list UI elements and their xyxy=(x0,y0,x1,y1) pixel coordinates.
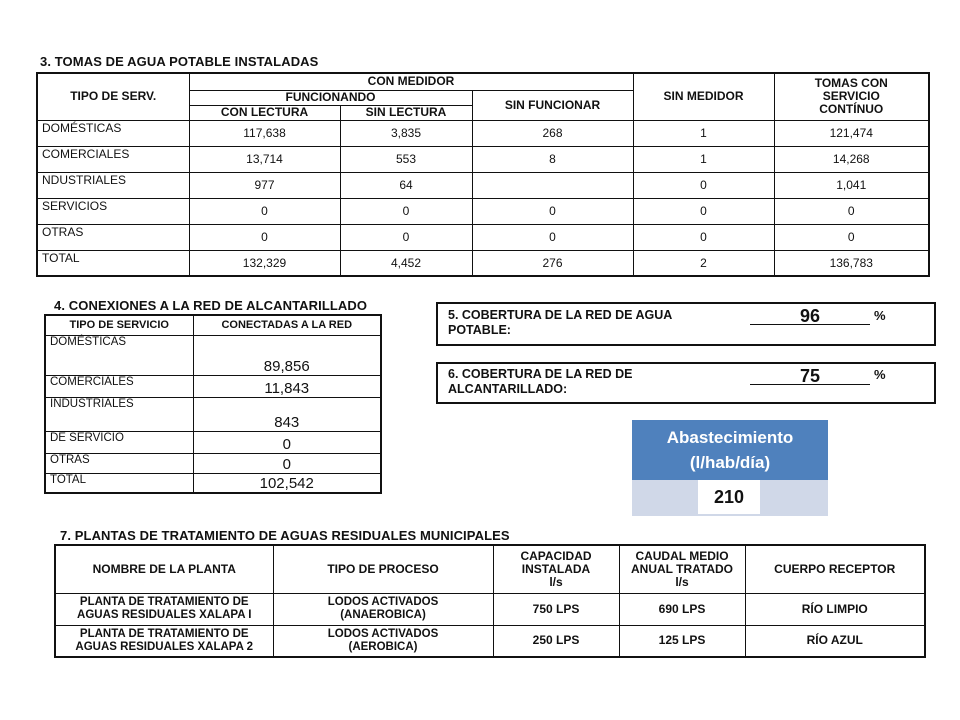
cell-con-lectura: 13,714 xyxy=(189,146,340,172)
cell-capacity: 750 LPS xyxy=(493,593,619,625)
table-row xyxy=(45,335,381,375)
cell-sin-medidor: 0 xyxy=(633,172,774,198)
cell-sin-medidor: 2 xyxy=(633,250,774,276)
cell-sin-medidor: 1 xyxy=(633,120,774,146)
cell-sin-lectura: 3,835 xyxy=(340,120,472,146)
row-type-label: SERVICIOS xyxy=(37,198,189,224)
table-row xyxy=(37,250,929,276)
table-row xyxy=(45,397,381,431)
cell-plant-name-line1: PLANTA DE TRATAMIENTO DE xyxy=(79,627,249,640)
table-row xyxy=(45,473,381,493)
header-conectadas: CONECTADAS A LA RED xyxy=(193,315,381,335)
water-connections-table xyxy=(36,72,930,277)
water-coverage-value: 96 xyxy=(750,306,870,325)
cell-sin-lectura: 553 xyxy=(340,146,472,172)
cell-sin-funcionar xyxy=(472,172,633,198)
row-type-label: COMERCIALES xyxy=(37,146,189,172)
row-type-label: DE SERVICIO xyxy=(45,431,193,453)
cell-process-type xyxy=(273,625,493,657)
sewer-coverage-label xyxy=(448,367,633,397)
table-row xyxy=(45,453,381,473)
sewer-coverage-label-line2: ALCANTARILLADO: xyxy=(448,382,568,396)
supply-header-line1: Abastecimiento xyxy=(666,428,794,447)
cell-receiver: RÍO AZUL xyxy=(745,625,925,657)
cell-sin-medidor: 0 xyxy=(633,198,774,224)
cell-sin-funcionar: 268 xyxy=(472,120,633,146)
treatment-plants-table xyxy=(54,544,926,658)
header-caudal-line2: ANUAL TRATADO xyxy=(631,561,733,576)
cell-receiver: RÍO LIMPIO xyxy=(745,593,925,625)
cell-process-type-line1: LODOS ACTIVADOS xyxy=(327,596,439,608)
header-con-medidor: CON MEDIDOR xyxy=(189,73,633,90)
cell-process-type-line2: (ANAEROBICA) xyxy=(340,609,426,621)
cell-process-type-line2: (AEROBICA) xyxy=(348,640,418,653)
cell-con-lectura: 0 xyxy=(189,198,340,224)
cell-con-lectura: 977 xyxy=(189,172,340,198)
header-tipo-servicio: TIPO DE SERVICIO xyxy=(45,315,193,335)
header-caudal-line1: CAUDAL MEDIO xyxy=(635,548,729,563)
header-tipo-proceso: TIPO DE PROCESO xyxy=(273,545,493,593)
cell-process-type-line1: LODOS ACTIVADOS xyxy=(327,627,439,640)
section4-title: 4. CONEXIONES A LA RED DE ALCANTARILLADO xyxy=(54,298,368,313)
header-tomas-servicio-text: TOMAS CON SERVICIO CONTÍNUO xyxy=(814,76,888,117)
cell-plant-name-line1: PLANTA DE TRATAMIENTO DE xyxy=(79,596,249,608)
section7-title: 7. PLANTAS DE TRATAMIENTO DE AGUAS RESIDUALES MUNICIPALES xyxy=(60,528,510,543)
cell-con-lectura: 132,329 xyxy=(189,250,340,276)
table-row xyxy=(37,224,929,250)
cell-sin-lectura: 0 xyxy=(340,224,472,250)
sewer-coverage-unit: % xyxy=(874,367,886,382)
header-capacidad xyxy=(493,545,619,593)
sewer-coverage-label-line1: 6. COBERTURA DE LA RED DE xyxy=(448,367,633,381)
header-sin-funcionar: SIN FUNCIONAR xyxy=(472,90,633,120)
cell-sin-medidor: 0 xyxy=(633,224,774,250)
table-row xyxy=(55,625,925,657)
header-caudal xyxy=(619,545,745,593)
row-type-label: NDUSTRIALES xyxy=(37,172,189,198)
sewer-coverage-box xyxy=(436,362,936,404)
row-type-label: OTRAS xyxy=(45,453,193,473)
water-coverage-unit: % xyxy=(874,308,886,323)
table-row xyxy=(37,198,929,224)
header-nombre-planta: NOMBRE DE LA PLANTA xyxy=(55,545,273,593)
row-type-label: DOMÉSTICAS xyxy=(45,335,193,375)
cell-flow: 690 LPS xyxy=(619,593,745,625)
table-row xyxy=(37,172,929,198)
cell-connected-value: 0 xyxy=(193,431,381,453)
cell-connected-value: 843 xyxy=(193,397,381,431)
header-funcionando: FUNCIONANDO xyxy=(189,90,472,105)
cell-sin-lectura: 64 xyxy=(340,172,472,198)
water-coverage-label xyxy=(448,308,672,338)
row-type-label: TOTAL xyxy=(37,250,189,276)
row-type-label: OTRAS xyxy=(37,224,189,250)
header-sin-lectura: SIN LECTURA xyxy=(340,105,472,120)
supply-header xyxy=(632,420,828,480)
header-tomas-servicio xyxy=(774,73,929,120)
cell-continuo: 0 xyxy=(774,198,929,224)
cell-connected-value: 11,843 xyxy=(193,375,381,397)
header-con-lectura: CON LECTURA xyxy=(189,105,340,120)
cell-plant-name xyxy=(55,625,273,657)
table-row xyxy=(55,593,925,625)
row-type-label: COMERCIALES xyxy=(45,375,193,397)
cell-plant-name xyxy=(55,593,273,625)
supply-header-line2: (l/hab/día) xyxy=(689,453,771,472)
supply-value: 210 xyxy=(698,480,760,514)
sewer-coverage-value: 75 xyxy=(750,366,870,385)
table-row xyxy=(37,146,929,172)
sewer-connections-table xyxy=(44,314,382,494)
row-type-label: INDUSTRIALES xyxy=(45,397,193,431)
water-coverage-label-line1: 5. COBERTURA DE LA RED DE AGUA xyxy=(448,308,673,322)
cell-flow: 125 LPS xyxy=(619,625,745,657)
cell-sin-lectura: 0 xyxy=(340,198,472,224)
section3-title: 3. TOMAS DE AGUA POTABLE INSTALADAS xyxy=(40,54,319,69)
water-coverage-label-line2: POTABLE: xyxy=(448,323,511,337)
cell-continuo: 14,268 xyxy=(774,146,929,172)
cell-sin-lectura: 4,452 xyxy=(340,250,472,276)
table-row xyxy=(45,431,381,453)
row-type-label: TOTAL xyxy=(45,473,193,493)
cell-capacity: 250 LPS xyxy=(493,625,619,657)
cell-connected-value: 102,542 xyxy=(193,473,381,493)
header-capacidad-line1: CAPACIDAD xyxy=(520,548,592,563)
header-capacidad-line3: l/s xyxy=(549,574,563,589)
cell-connected-value: 89,856 xyxy=(193,335,381,375)
cell-process-type xyxy=(273,593,493,625)
header-sin-medidor: SIN MEDIDOR xyxy=(633,73,774,120)
cell-con-lectura: 0 xyxy=(189,224,340,250)
header-tipo-serv: TIPO DE SERV. xyxy=(37,73,189,120)
cell-continuo: 136,783 xyxy=(774,250,929,276)
row-type-label: DOMÉSTICAS xyxy=(37,120,189,146)
cell-connected-value: 0 xyxy=(193,453,381,473)
cell-continuo: 121,474 xyxy=(774,120,929,146)
supply-card xyxy=(632,420,828,516)
header-caudal-line3: l/s xyxy=(675,574,689,589)
cell-sin-medidor: 1 xyxy=(633,146,774,172)
table-row xyxy=(37,120,929,146)
cell-continuo: 0 xyxy=(774,224,929,250)
cell-plant-name-line2: AGUAS RESIDUALES XALAPA I xyxy=(77,609,252,621)
cell-con-lectura: 117,638 xyxy=(189,120,340,146)
header-capacidad-line2: INSTALADA xyxy=(521,561,591,576)
header-cuerpo-receptor: CUERPO RECEPTOR xyxy=(745,545,925,593)
cell-sin-funcionar: 0 xyxy=(472,198,633,224)
cell-sin-funcionar: 8 xyxy=(472,146,633,172)
cell-sin-funcionar: 0 xyxy=(472,224,633,250)
cell-sin-funcionar: 276 xyxy=(472,250,633,276)
water-coverage-box xyxy=(436,302,936,346)
table-row xyxy=(45,375,381,397)
cell-continuo: 1,041 xyxy=(774,172,929,198)
cell-plant-name-line2: AGUAS RESIDUALES XALAPA 2 xyxy=(75,640,254,653)
